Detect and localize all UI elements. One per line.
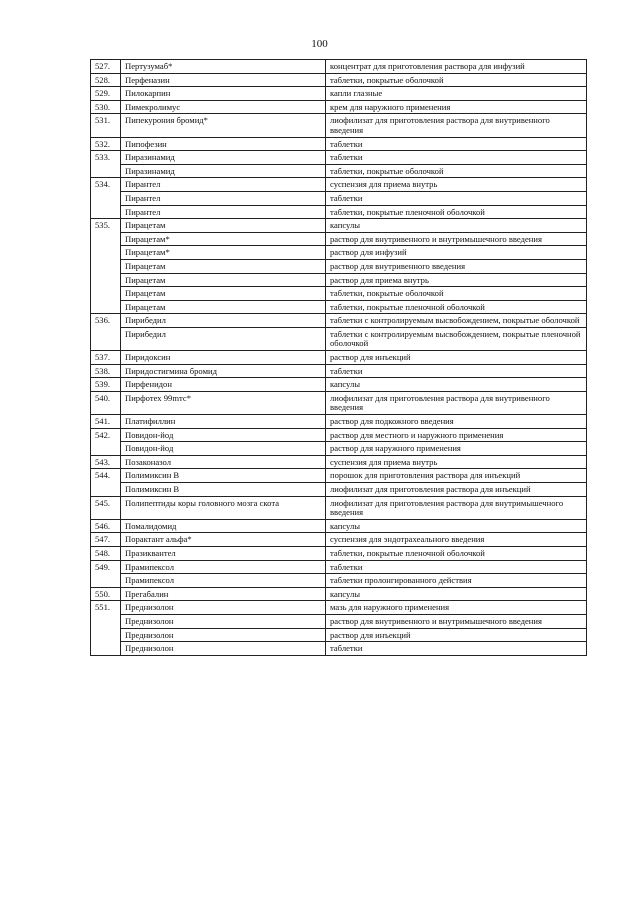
dosage-form: таблетки, покрытые пленочной оболочкой <box>326 546 587 560</box>
row-number: 529. <box>91 87 121 101</box>
dosage-form: капсулы <box>326 219 587 233</box>
drug-name: Пирантел <box>121 205 326 219</box>
dosage-form: суспензия для приема внутрь <box>326 455 587 469</box>
dosage-form: таблетки с контролируемым высвобождением, покрытые оболочкой <box>326 314 587 328</box>
drug-name: Пирацетам* <box>121 232 326 246</box>
row-number: 536. <box>91 314 121 351</box>
dosage-form: таблетки пролонгированного действия <box>326 574 587 588</box>
dosage-form: раствор для наружного применения <box>326 442 587 456</box>
drug-name: Полимиксин В <box>121 483 326 497</box>
dosage-form: таблетки <box>326 364 587 378</box>
table-row <box>91 415 587 429</box>
dosage-form: таблетки, покрытые пленочной оболочкой <box>326 205 587 219</box>
drug-name: Прегабалин <box>121 587 326 601</box>
drug-name: Пиридоксин <box>121 351 326 365</box>
row-number: 527. <box>91 60 121 74</box>
table-row <box>91 300 587 314</box>
dosage-form: лиофилизат для приготовления раствора для инъекций <box>326 483 587 497</box>
dosage-form: капсулы <box>326 519 587 533</box>
drug-name: Прамипексол <box>121 574 326 588</box>
table-row <box>91 587 587 601</box>
drug-name: Пирантел <box>121 178 326 192</box>
row-number: 528. <box>91 73 121 87</box>
drug-name: Пирфенидон <box>121 378 326 392</box>
dosage-form: мазь для наружного применения <box>326 601 587 615</box>
drug-name: Преднизолон <box>121 614 326 628</box>
dosage-form: таблетки <box>326 191 587 205</box>
drug-name: Перфеназин <box>121 73 326 87</box>
drug-name: Пирибедил <box>121 314 326 328</box>
row-number: 547. <box>91 533 121 547</box>
dosage-form: суспензия для эндотрахеального введения <box>326 533 587 547</box>
table-row <box>91 73 587 87</box>
drug-table-body <box>91 60 587 656</box>
row-number: 530. <box>91 100 121 114</box>
row-number: 533. <box>91 151 121 178</box>
row-number: 541. <box>91 415 121 429</box>
table-row <box>91 455 587 469</box>
drug-name: Пирфотех 99mтс* <box>121 391 326 414</box>
row-number: 550. <box>91 587 121 601</box>
table-row <box>91 219 587 233</box>
drug-name: Платифиллин <box>121 415 326 429</box>
drug-name: Прамипексол <box>121 560 326 574</box>
row-number: 532. <box>91 137 121 151</box>
dosage-form: таблетки, покрытые оболочкой <box>326 164 587 178</box>
table-row <box>91 137 587 151</box>
row-number: 551. <box>91 601 121 655</box>
row-number: 544. <box>91 469 121 496</box>
table-row <box>91 428 587 442</box>
drug-name: Пирацетам <box>121 219 326 233</box>
dosage-form: таблетки <box>326 151 587 165</box>
drug-name: Пиразинамид <box>121 151 326 165</box>
dosage-form: таблетки, покрытые оболочкой <box>326 287 587 301</box>
table-row <box>91 287 587 301</box>
table-row <box>91 560 587 574</box>
table-row <box>91 442 587 456</box>
row-number: 545. <box>91 496 121 519</box>
dosage-form: раствор для инфузий <box>326 246 587 260</box>
drug-name: Пирибедил <box>121 327 326 350</box>
drug-name: Преднизолон <box>121 601 326 615</box>
table-row <box>91 628 587 642</box>
table-row <box>91 314 587 328</box>
table-row <box>91 601 587 615</box>
table-row <box>91 191 587 205</box>
dosage-form: таблетки с контролируемым высвобождением, покрытые пленочной оболочкой <box>326 327 587 350</box>
dosage-form: раствор для приема внутрь <box>326 273 587 287</box>
table-row <box>91 364 587 378</box>
row-number: 538. <box>91 364 121 378</box>
table-row <box>91 546 587 560</box>
dosage-form: капсулы <box>326 587 587 601</box>
dosage-form: таблетки, покрытые пленочной оболочкой <box>326 300 587 314</box>
table-row <box>91 327 587 350</box>
drug-name: Полимиксин В <box>121 469 326 483</box>
dosage-form: раствор для местного и наружного применения <box>326 428 587 442</box>
row-number: 549. <box>91 560 121 587</box>
drug-name: Пиридостигмина бромид <box>121 364 326 378</box>
drug-name: Пиразинамид <box>121 164 326 178</box>
row-number: 542. <box>91 428 121 455</box>
table-row <box>91 100 587 114</box>
dosage-form: капли глазные <box>326 87 587 101</box>
row-number: 546. <box>91 519 121 533</box>
dosage-form: порошок для приготовления раствора для инъекций <box>326 469 587 483</box>
dosage-form: таблетки, покрытые оболочкой <box>326 73 587 87</box>
table-row <box>91 87 587 101</box>
table-row <box>91 614 587 628</box>
page-number: 100 <box>311 38 328 50</box>
dosage-form: таблетки <box>326 560 587 574</box>
drug-name: Повидон-йод <box>121 428 326 442</box>
drug-name: Пипекурония бромид* <box>121 114 326 137</box>
dosage-form: раствор для инъекций <box>326 628 587 642</box>
dosage-form: раствор для внутривенного введения <box>326 259 587 273</box>
dosage-form: лиофилизат для приготовления раствора для внутривенного введения <box>326 114 587 137</box>
drug-name: Пирацетам <box>121 273 326 287</box>
table-row <box>91 164 587 178</box>
table-row <box>91 273 587 287</box>
drug-table <box>90 59 587 656</box>
table-row <box>91 246 587 260</box>
dosage-form: раствор для подкожного введения <box>326 415 587 429</box>
table-row <box>91 391 587 414</box>
dosage-form: раствор для внутривенного и внутримышечного введения <box>326 232 587 246</box>
dosage-form: крем для наружного применения <box>326 100 587 114</box>
drug-name: Пипофезин <box>121 137 326 151</box>
table-row <box>91 60 587 74</box>
drug-name: Преднизолон <box>121 628 326 642</box>
dosage-form: таблетки <box>326 642 587 656</box>
row-number: 531. <box>91 114 121 137</box>
row-number: 534. <box>91 178 121 219</box>
drug-name: Пимекролимус <box>121 100 326 114</box>
row-number: 535. <box>91 219 121 314</box>
table-row <box>91 519 587 533</box>
table-row <box>91 574 587 588</box>
table-row <box>91 378 587 392</box>
row-number: 548. <box>91 546 121 560</box>
table-row <box>91 151 587 165</box>
dosage-form: капсулы <box>326 378 587 392</box>
drug-name: Повидон-йод <box>121 442 326 456</box>
drug-name: Пирацетам <box>121 300 326 314</box>
drug-name: Празиквантел <box>121 546 326 560</box>
table-row <box>91 642 587 656</box>
dosage-form: раствор для инъекций <box>326 351 587 365</box>
row-number: 540. <box>91 391 121 414</box>
dosage-form: лиофилизат для приготовления раствора для внутривенного введения <box>326 391 587 414</box>
drug-name: Пирантел <box>121 191 326 205</box>
table-row <box>91 496 587 519</box>
table-row <box>91 205 587 219</box>
drug-name: Позаконазол <box>121 455 326 469</box>
row-number: 543. <box>91 455 121 469</box>
table-row <box>91 232 587 246</box>
drug-name: Полипептиды коры головного мозга скота <box>121 496 326 519</box>
table-row <box>91 259 587 273</box>
table-row <box>91 114 587 137</box>
drug-name: Пилокарпин <box>121 87 326 101</box>
dosage-form: лиофилизат для приготовления раствора для внутримышечного введения <box>326 496 587 519</box>
drug-name: Порактант альфа* <box>121 533 326 547</box>
row-number: 539. <box>91 378 121 392</box>
drug-name: Пирацетам <box>121 259 326 273</box>
row-number: 537. <box>91 351 121 365</box>
dosage-form: таблетки <box>326 137 587 151</box>
dosage-form: суспензия для приема внутрь <box>326 178 587 192</box>
drug-name: Преднизолон <box>121 642 326 656</box>
dosage-form: концентрат для приготовления раствора для инфузий <box>326 60 587 74</box>
dosage-form: раствор для внутривенного и внутримышечного введения <box>326 614 587 628</box>
table-row <box>91 483 587 497</box>
table-row <box>91 533 587 547</box>
table-row <box>91 351 587 365</box>
drug-name: Пирацетам* <box>121 246 326 260</box>
table-row <box>91 469 587 483</box>
drug-name: Пертузумаб* <box>121 60 326 74</box>
table-row <box>91 178 587 192</box>
drug-name: Помалидомид <box>121 519 326 533</box>
drug-name: Пирацетам <box>121 287 326 301</box>
